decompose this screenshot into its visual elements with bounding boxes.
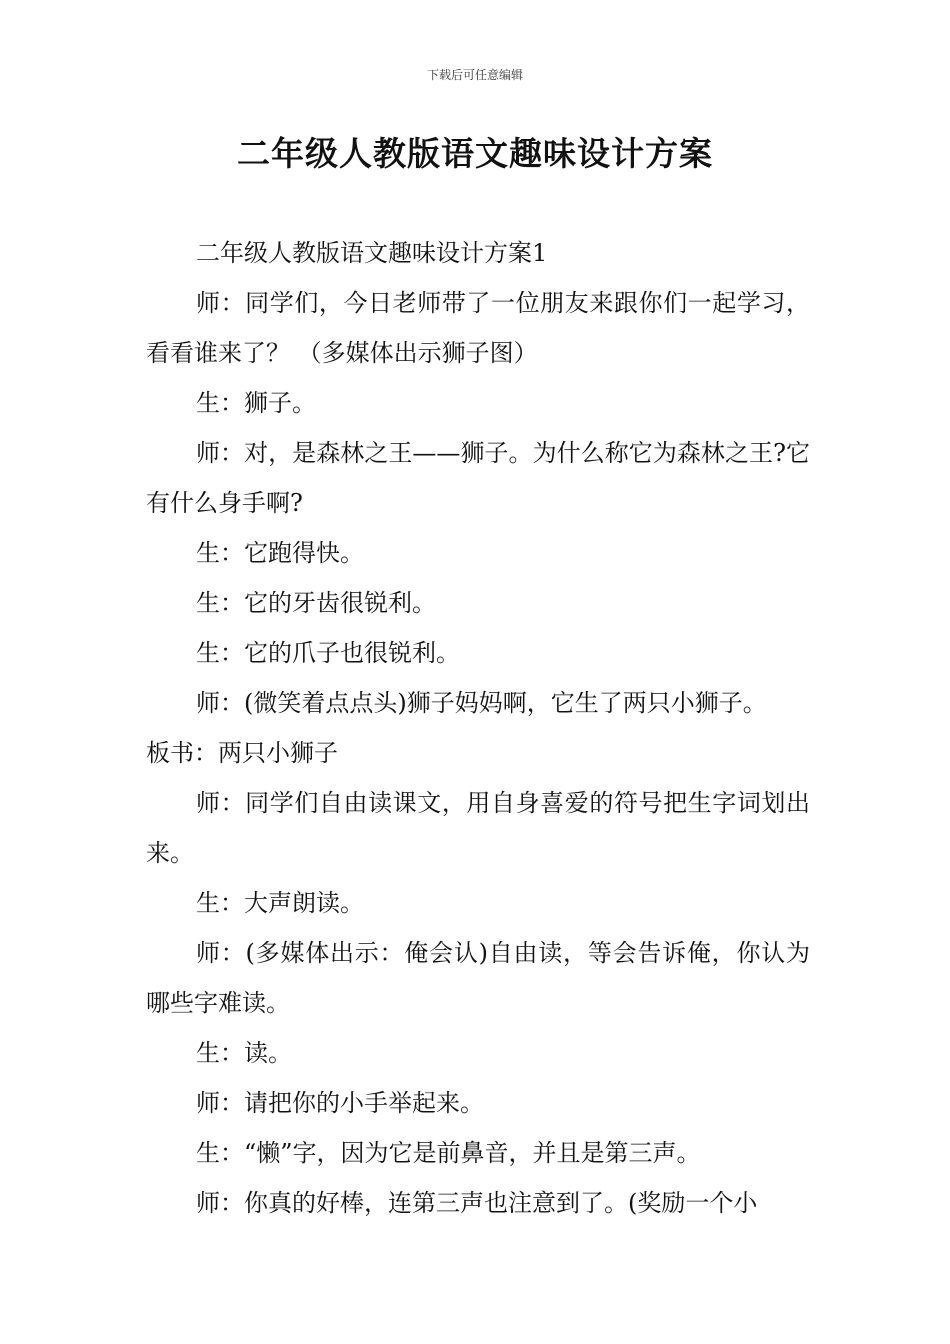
paragraph-1: 二年级人教版语文趣味设计方案1 [196, 239, 548, 267]
paragraph-16: 师：你真的好棒，连第三声也注意到了。(奖励一个小 [196, 1189, 758, 1217]
paragraph-10: 师：同学们自由读课文，用自身喜爱的符号把生字词划出来。 [146, 789, 810, 867]
paragraph-8: 师：(微笑着点点头)狮子妈妈啊，它生了两只小狮子。 [196, 689, 767, 717]
paragraph-15: 生：“懒”字，因为它是前鼻音，并且是第三声。 [196, 1139, 701, 1167]
paragraph-13: 生：读。 [196, 1039, 292, 1067]
paragraph-12: 师：(多媒体出示：俺会认)自由读，等会告诉俺，你认为哪些字难读。 [146, 939, 810, 1017]
paragraph-14: 师：请把你的小手举起来。 [196, 1089, 484, 1117]
paragraph-2: 师：同学们，今日老师带了一位朋友来跟你们一起学习，看看谁来了？ （多媒体出示狮子图） [146, 289, 810, 367]
paragraph-11: 生：大声朗读。 [196, 889, 364, 917]
paragraph-5: 生：它跑得快。 [196, 539, 364, 567]
paragraph-3: 生：狮子。 [196, 389, 316, 417]
document-body [146, 228, 810, 1228]
paragraph-4: 师：对，是森林之王——狮子。为什么称它为森林之王?它有什么身手啊? [146, 439, 810, 517]
header-note: 下载后可任意编辑 [426, 68, 523, 82]
document-title: 二年级人教版语文趣味设计方案 [237, 134, 713, 173]
paragraph-6: 生：它的牙齿很锐利。 [196, 589, 436, 617]
paragraph-7: 生：它的爪子也很锐利。 [196, 639, 460, 667]
paragraph-9: 板书：两只小狮子 [146, 739, 338, 767]
